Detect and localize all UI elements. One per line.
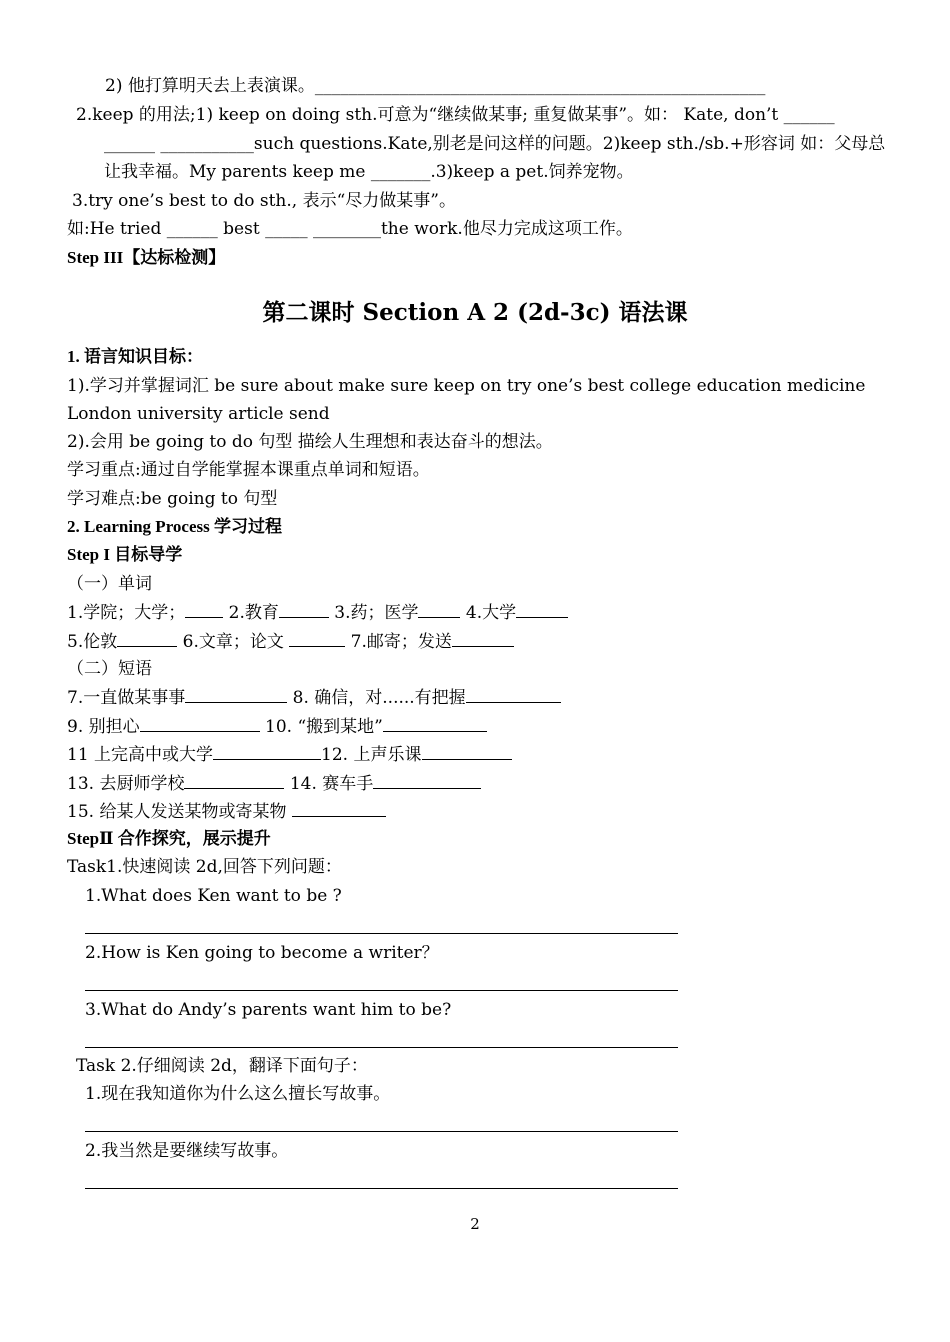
phrase-14-blank[interactable] [373, 772, 481, 789]
step3-heading: Step III【达标检测】 [67, 248, 226, 267]
goal-1: 1).学习并掌握词汇 be sure about make sure keep on try one’s best college education medicine [67, 376, 866, 396]
line-keep-usage-cont: ______ ___________such questions.Kate,别老是问这样的问题。2)keep sth./sb.+形容词 如：父母总 [104, 134, 886, 154]
word-3-label: 3.药；医学 [328, 603, 419, 623]
phrase-12-blank[interactable] [422, 743, 512, 760]
word-2-label: 2.教育 [223, 603, 279, 623]
phrase-8-label: 8. 确信，对......有把握 [287, 688, 466, 708]
phrase-12-label: 12. 上声乐课 [321, 745, 422, 765]
phrase-7-label: 7.一直做某事事 [67, 688, 186, 708]
goal-2: 2).会用 be going to do 句型 描绘人生理想和表达奋斗的想法。 [67, 432, 553, 452]
answer-line-q2[interactable] [85, 990, 678, 991]
phrases-row-3 [67, 743, 512, 766]
word-7-label: 7.邮寄；发送 [345, 632, 452, 652]
task1-question-3: 3.What do Andy’s parents want him to be? [85, 1000, 452, 1020]
answer-line-q1[interactable] [85, 933, 678, 934]
goal-heading: 1. 语言知识目标： [67, 347, 203, 366]
word-3-blank[interactable] [418, 601, 460, 618]
answer-line-t1[interactable] [85, 1131, 678, 1132]
task2-sentence-2: 2.我当然是要继续写故事。 [85, 1141, 289, 1161]
phrase-7-blank[interactable] [185, 686, 287, 703]
phrase-9-label: 9. 别担心 [67, 717, 140, 737]
line-plan-tomorrow: 2) 他打算明天去上表演课。_____________________________________________________ [105, 76, 766, 96]
phrase-10-blank[interactable] [383, 715, 487, 732]
phrases-row-2 [67, 715, 487, 738]
word-5-blank[interactable] [117, 630, 177, 647]
step2-heading: StepⅡ 合作探究，展示提升 [67, 829, 271, 848]
key-point: 学习重点:通过自学能掌握本课重点单词和短语。 [67, 460, 430, 480]
page-title: 第二课时 Section A 2 (2d-3c) 语法课 [262, 299, 688, 326]
word-6-label: 6.文章；论文 [177, 632, 290, 652]
phrases-row-4 [67, 772, 481, 795]
task2-sentence-1: 1.现在我知道你为什么这么擅长写故事。 [85, 1084, 391, 1104]
page-number: 2 [470, 1215, 480, 1233]
phrases-subheading: （二）短语 [67, 659, 152, 679]
word-5-label: 5.伦敦 [67, 632, 118, 652]
phrase-15-blank[interactable] [292, 800, 386, 817]
phrase-11-blank[interactable] [213, 743, 321, 760]
phrase-8-blank[interactable] [466, 686, 561, 703]
line-try-best-example: 如:He tried ______ best _____ ________the work.他尽力完成这项工作。 [67, 219, 633, 239]
phrases-row-1 [67, 686, 561, 709]
goal-1-cont: London university article send [67, 404, 330, 424]
phrase-13-blank[interactable] [184, 772, 284, 789]
word-7-blank[interactable] [452, 630, 514, 647]
phrase-14-label: 14. 赛车手 [284, 774, 374, 794]
phrase-9-blank[interactable] [140, 715, 260, 732]
task1-question-1: 1.What does Ken want to be ? [85, 886, 342, 906]
phrases-row-5 [67, 800, 386, 823]
step1-heading: Step I 目标导学 [67, 545, 183, 564]
line-keep-usage-cont2: 让我幸福。My parents keep me _______.3)keep a pet.饲养宠物。 [104, 162, 634, 182]
phrase-13-label: 13. 去厨师学校 [67, 774, 185, 794]
phrase-11-label: 11 上完高中或大学 [67, 745, 214, 765]
word-6-blank[interactable] [289, 630, 345, 647]
line-try-best: 3.try one’s best to do sth., 表示“尽力做某事”。 [72, 191, 456, 211]
word-1-label: 1.学院；大学； [67, 603, 186, 623]
word-4-blank[interactable] [516, 601, 568, 618]
phrase-15-label: 15. 给某人发送某物或寄某物 [67, 802, 292, 822]
word-4-label: 4.大学 [460, 603, 517, 623]
words-subheading: （一）单词 [67, 574, 152, 594]
answer-line-q3[interactable] [85, 1047, 678, 1048]
phrase-10-label: 10. “搬到某地” [259, 717, 383, 737]
learning-process-heading: 2. Learning Process 学习过程 [67, 517, 283, 536]
words-row-2 [67, 630, 514, 653]
words-row-1 [67, 601, 568, 624]
word-1-blank[interactable] [185, 601, 223, 618]
task1-heading: Task1.快速阅读 2d,回答下列问题： [67, 857, 342, 877]
word-2-blank[interactable] [279, 601, 329, 618]
task2-heading: Task 2.仔细阅读 2d，翻译下面句子： [76, 1056, 368, 1076]
task1-question-2: 2.How is Ken going to become a writer？ [85, 943, 439, 963]
answer-line-t2[interactable] [85, 1188, 678, 1189]
line-keep-usage: 2.keep 的用法;1) keep on doing sth.可意为“继续做某事; 重复做某事”。如： Kate, don’t ______ [76, 105, 835, 125]
difficult-point: 学习难点:be going to 句型 [67, 489, 278, 509]
